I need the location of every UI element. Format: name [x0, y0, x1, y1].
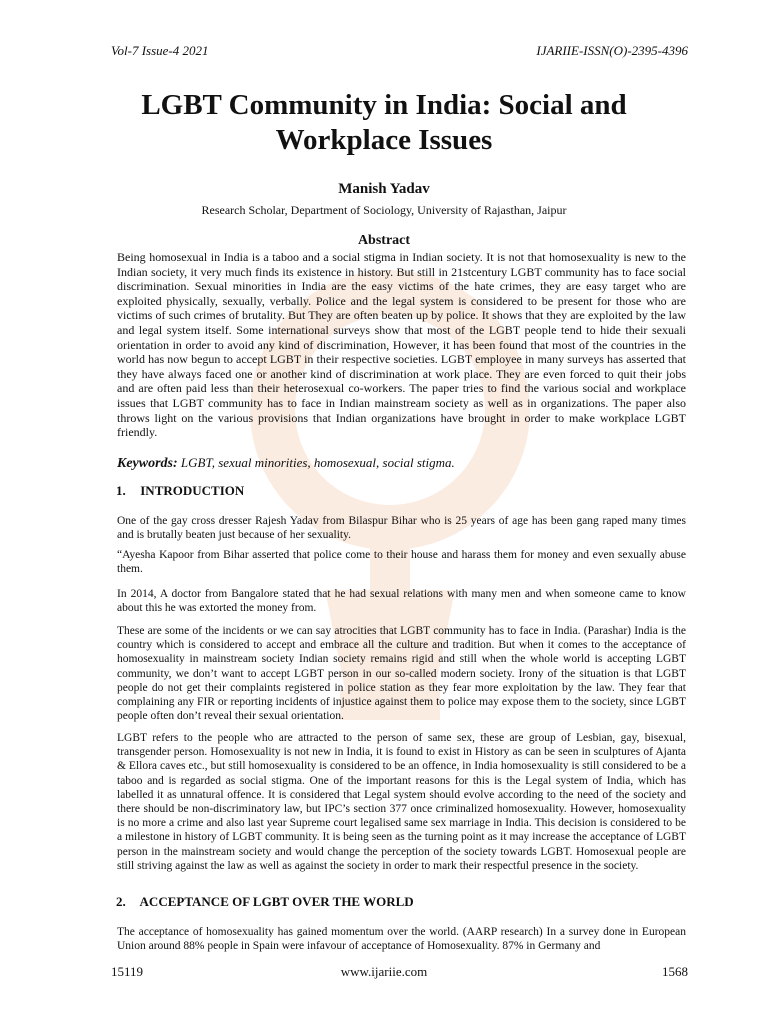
section-number: 1. — [116, 483, 126, 498]
intro-paragraph-5: LGBT refers to the people who are attracted to the person of same sex, these are group of Lesbian, gay, bisexual, transgender person. Homosexuality is not new in India, it is found to exist in History as can be seen in sculptures of Ajanta & Ellora caves etc., but still homosexuality is considered to be an offence, in India homosexuality is still considered to be a taboo and is regarded as social stigma. One of the important reasons for this is the Legal system of India, which has labelled it as unnatural offence. It is considered that Legal system should evolve according to the need of the society and there should be non-discriminatory law, but IPC’s section 377 once criminalized homosexuality. However, homosexuality is no more a crime and also last year Supreme court legalised same sex marriage in India. This decision is considered to be a milestone in history of LGBT community. It is being seen as the turning point as it may increase the acceptance of LGBT person in the mainstream society and would change the perception of the society towards LGBT. Homosexual people are still striving against the law as well as against the society in order to mark their respectful presence in the society. — [117, 732, 686, 872]
acceptance-paragraph-1: The acceptance of homosexuality has gained momentum over the world. (AARP research) In a survey done in European Union around 88% people in Spain were infavour of acceptance of Homosexuality. 87% in Germany and — [117, 926, 686, 953]
keywords-line — [117, 455, 455, 472]
keywords-text: LGBT, sexual minorities, homosexual, social stigma. — [180, 455, 455, 470]
section-title: ACCEPTANCE OF LGBT OVER THE WORLD — [139, 894, 414, 909]
abstract-heading: Abstract — [357, 233, 411, 248]
intro-paragraph-1: One of the gay cross dresser Rajesh Yadav from Bilaspur Bihar who is 25 years of age has been gang raped many times and is brutally beaten just because of her sexuality. — [117, 515, 686, 542]
intro-paragraph-4: These are some of the incidents or we can say atrocities that LGBT community has to face in India. (Parashar) India is the country which is considered to accept and embrace all the culture and tradition. But when it comes to the acceptance of homosexuality in mainstream society Indian society remains rigid and still when the whole world is accepting LGBT community, we don’t want to accept LGBT person in our so-called modern society. Irony of the situation is that LGBT people do not get their complaints registered in police station as they fear more exploitation by the law. They fear that complaining any FIR or reporting incidents of injustice against them to police may expose them to the society, since LGBT people often don’t reveal their sexual orientation. — [117, 625, 686, 723]
issue-label: Vol-7 Issue-4 2021 — [111, 43, 209, 58]
author-affiliation: Research Scholar, Department of Sociology, University of Rajasthan, Jaipur — [201, 203, 567, 217]
intro-paragraph-3: In 2014, A doctor from Bangalore stated that he had sexual relations with many men and when someone came to know about this he was extorted the money from. — [117, 588, 686, 615]
author-name: Manish Yadav — [338, 181, 430, 197]
section-heading-acceptance — [116, 894, 414, 910]
keywords-label: Keywords: — [117, 456, 178, 471]
section-heading-introduction — [116, 483, 244, 499]
paper-title: LGBT Community in India: Social and Workplace Issues — [141, 89, 627, 156]
issn-label: IJARIIE-ISSN(O)-2395-4396 — [536, 43, 688, 58]
footer-paper-id: 15119 — [111, 964, 144, 979]
abstract-text: Being homosexual in India is a taboo and a social stigma in Indian society. It is not that homosexuality is new to the Indian society, it very much finds its existence in history. But still in 21stcentury LGBT community has to face social discrimination. Sexual minorities in India are the easy victims of the hate crimes, they are easy target who are exploited physically, sexually, verbally. Police and the legal system is considered to be present for those who are victims of such crimes of brutality. But They are often beaten up by police. It shows that they are exploited by the law and legal system itself. Some international surveys show that most of the LGBT people tend to hide their sexuali orientation in order to avoid any kind of discrimination, However, it has been found that most of the countries in the world has now begun to accept LGBT in their respective societies. LGBT employee in many surveys has asserted that they have always faced one or another kind of discrimination at work place. They are even forced to quit their jobs and are often paid less than their heterosexual co-workers. The paper tries to find the various social and workplace issues that LGBT community has to face in Indian mainstream society as well as in organizations. The paper also throws light on the various provisions that Indian organizations have brought in order to make workplace LGBT friendly. — [117, 250, 686, 440]
footer-page-number: 1568 — [662, 964, 688, 979]
footer-website-link[interactable]: www.ijariie.com — [340, 964, 428, 979]
section-number: 2. — [116, 894, 126, 909]
intro-paragraph-2: “Ayesha Kapoor from Bihar asserted that police come to their house and harass them for money and even sexually abuse them. — [117, 549, 686, 576]
section-title: INTRODUCTION — [140, 483, 245, 498]
